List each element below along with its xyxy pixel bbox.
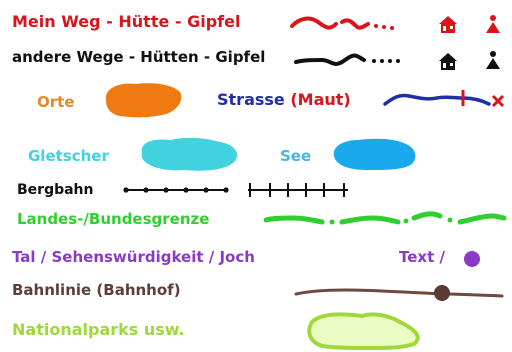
legend-national-parks-label: Nationalparks usw. (12, 320, 185, 339)
road-text: Strasse (217, 90, 285, 109)
toll-text: (Maut) (290, 90, 351, 109)
sight-dot-icon (461, 249, 483, 269)
legend-lake-label: See (280, 147, 312, 165)
lake-blob (328, 134, 420, 174)
road-line (383, 84, 508, 116)
border-line (264, 204, 508, 234)
cable-car-line (122, 180, 232, 200)
legend-cable-car-label: Bergbahn (17, 182, 94, 198)
legend-text-label: Text / (399, 248, 445, 266)
legend-valley-label: Tal / Sehenswürdigkeit / Joch (12, 248, 255, 266)
railway-line (294, 278, 506, 306)
peak-icon (485, 49, 501, 71)
legend-border-label: Landes-/Bundesgrenze (17, 210, 210, 228)
hut-icon (437, 51, 459, 71)
hut-icon (437, 14, 459, 34)
other-routes-line (294, 48, 414, 70)
places-blob (100, 80, 184, 120)
legend-other-routes-label: andere Wege - Hütten - Gipfel (12, 48, 266, 66)
legend-glacier-label: Gletscher (28, 147, 109, 165)
my-route-line (290, 8, 400, 36)
station-dot-icon (430, 282, 454, 304)
legend-railway-label: Bahnlinie (Bahnhof) (12, 281, 181, 299)
legend-road-label (217, 92, 351, 108)
lift-line (246, 180, 352, 200)
legend-places-label: Orte (37, 93, 75, 111)
legend-my-route-label: Mein Weg - Hütte - Gipfel (12, 12, 241, 31)
national-park-area (302, 308, 432, 350)
glacier-blob (134, 134, 244, 176)
peak-icon (485, 13, 501, 35)
